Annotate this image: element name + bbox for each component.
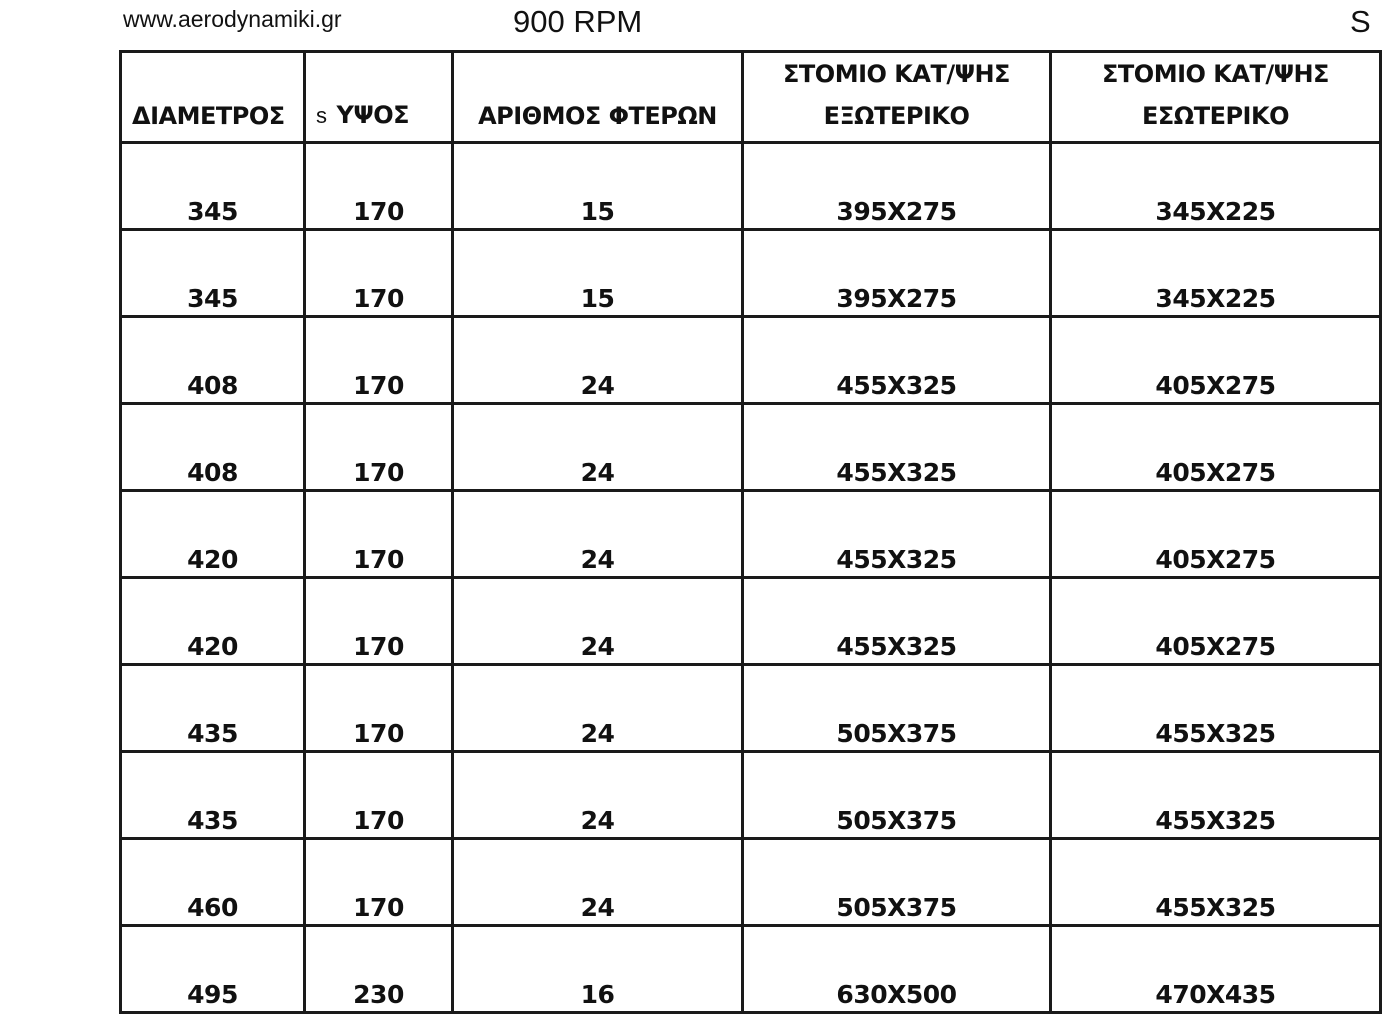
cell-outlet-internal: 455X325: [1051, 839, 1381, 926]
cell-outlet-internal: 345X225: [1051, 143, 1381, 230]
cell-blade-count: 24: [453, 665, 743, 752]
cell-blade-count: 15: [453, 230, 743, 317]
cell-diameter: 460: [121, 839, 305, 926]
cell-diameter: 408: [121, 317, 305, 404]
cell-outlet-external: 455X325: [743, 317, 1051, 404]
col-header-height: s ΥΨΟΣ: [305, 52, 453, 143]
col-header-height-prefix: s: [316, 103, 327, 128]
cell-blade-count: 24: [453, 752, 743, 839]
table-row: [121, 230, 1381, 317]
cell-diameter: 345: [121, 230, 305, 317]
col-header-blade-count: ΑΡΙΘΜΟΣ ΦΤΕΡΩΝ: [453, 52, 743, 143]
cell-height: 170: [305, 404, 453, 491]
cell-outlet-external: 455X325: [743, 578, 1051, 665]
series-letter: S: [1350, 4, 1371, 39]
fan-specs-table: [119, 50, 1382, 1014]
cell-blade-count: 24: [453, 839, 743, 926]
cell-height: 170: [305, 230, 453, 317]
cell-height: 230: [305, 926, 453, 1013]
table-row: [121, 143, 1381, 230]
cell-outlet-internal: 470X435: [1051, 926, 1381, 1013]
cell-outlet-external: 505X375: [743, 839, 1051, 926]
cell-height: 170: [305, 839, 453, 926]
cell-outlet-external: 395X275: [743, 143, 1051, 230]
cell-diameter: 435: [121, 665, 305, 752]
cell-height: 170: [305, 665, 453, 752]
cell-diameter: 408: [121, 404, 305, 491]
cell-outlet-external: 630X500: [743, 926, 1051, 1013]
table-row: [121, 839, 1381, 926]
table-header-row: [121, 52, 1381, 143]
cell-blade-count: 24: [453, 317, 743, 404]
cell-outlet-internal: 405X275: [1051, 317, 1381, 404]
cell-outlet-external: 505X375: [743, 665, 1051, 752]
rpm-heading: 900 RPM: [513, 4, 643, 39]
cell-blade-count: 24: [453, 578, 743, 665]
cell-height: 170: [305, 143, 453, 230]
cell-blade-count: 24: [453, 491, 743, 578]
website-url: www.aerodynamiki.gr: [123, 6, 342, 32]
cell-diameter: 420: [121, 578, 305, 665]
cell-blade-count: 24: [453, 404, 743, 491]
table-row: [121, 491, 1381, 578]
table-row: [121, 578, 1381, 665]
cell-outlet-internal: 455X325: [1051, 665, 1381, 752]
cell-outlet-external: 455X325: [743, 404, 1051, 491]
table-row: [121, 752, 1381, 839]
cell-outlet-external: 505X375: [743, 752, 1051, 839]
cell-outlet-external: 455X325: [743, 491, 1051, 578]
table-row: [121, 926, 1381, 1013]
cell-diameter: 435: [121, 752, 305, 839]
cell-outlet-internal: 405X275: [1051, 491, 1381, 578]
cell-diameter: 345: [121, 143, 305, 230]
cell-height: 170: [305, 578, 453, 665]
cell-blade-count: 15: [453, 143, 743, 230]
cell-diameter: 420: [121, 491, 305, 578]
table-row: [121, 317, 1381, 404]
table-row: [121, 404, 1381, 491]
col-header-outlet-external: ΣΤΟΜΙΟ ΚΑΤ/ΨΗΣ ΕΞΩΤΕΡΙΚΟ: [743, 52, 1051, 143]
cell-diameter: 495: [121, 926, 305, 1013]
col-header-outlet-internal: ΣΤΟΜΙΟ ΚΑΤ/ΨΗΣ ΕΣΩΤΕΡΙΚΟ: [1051, 52, 1381, 143]
cell-outlet-external: 395X275: [743, 230, 1051, 317]
cell-height: 170: [305, 317, 453, 404]
cell-outlet-internal: 405X275: [1051, 404, 1381, 491]
table-row: [121, 665, 1381, 752]
cell-outlet-internal: 405X275: [1051, 578, 1381, 665]
cell-height: 170: [305, 491, 453, 578]
col-header-diameter: ΔΙΑΜΕΤΡΟΣ: [121, 52, 305, 143]
cell-height: 170: [305, 752, 453, 839]
cell-outlet-internal: 455X325: [1051, 752, 1381, 839]
cell-blade-count: 16: [453, 926, 743, 1013]
cell-outlet-internal: 345X225: [1051, 230, 1381, 317]
